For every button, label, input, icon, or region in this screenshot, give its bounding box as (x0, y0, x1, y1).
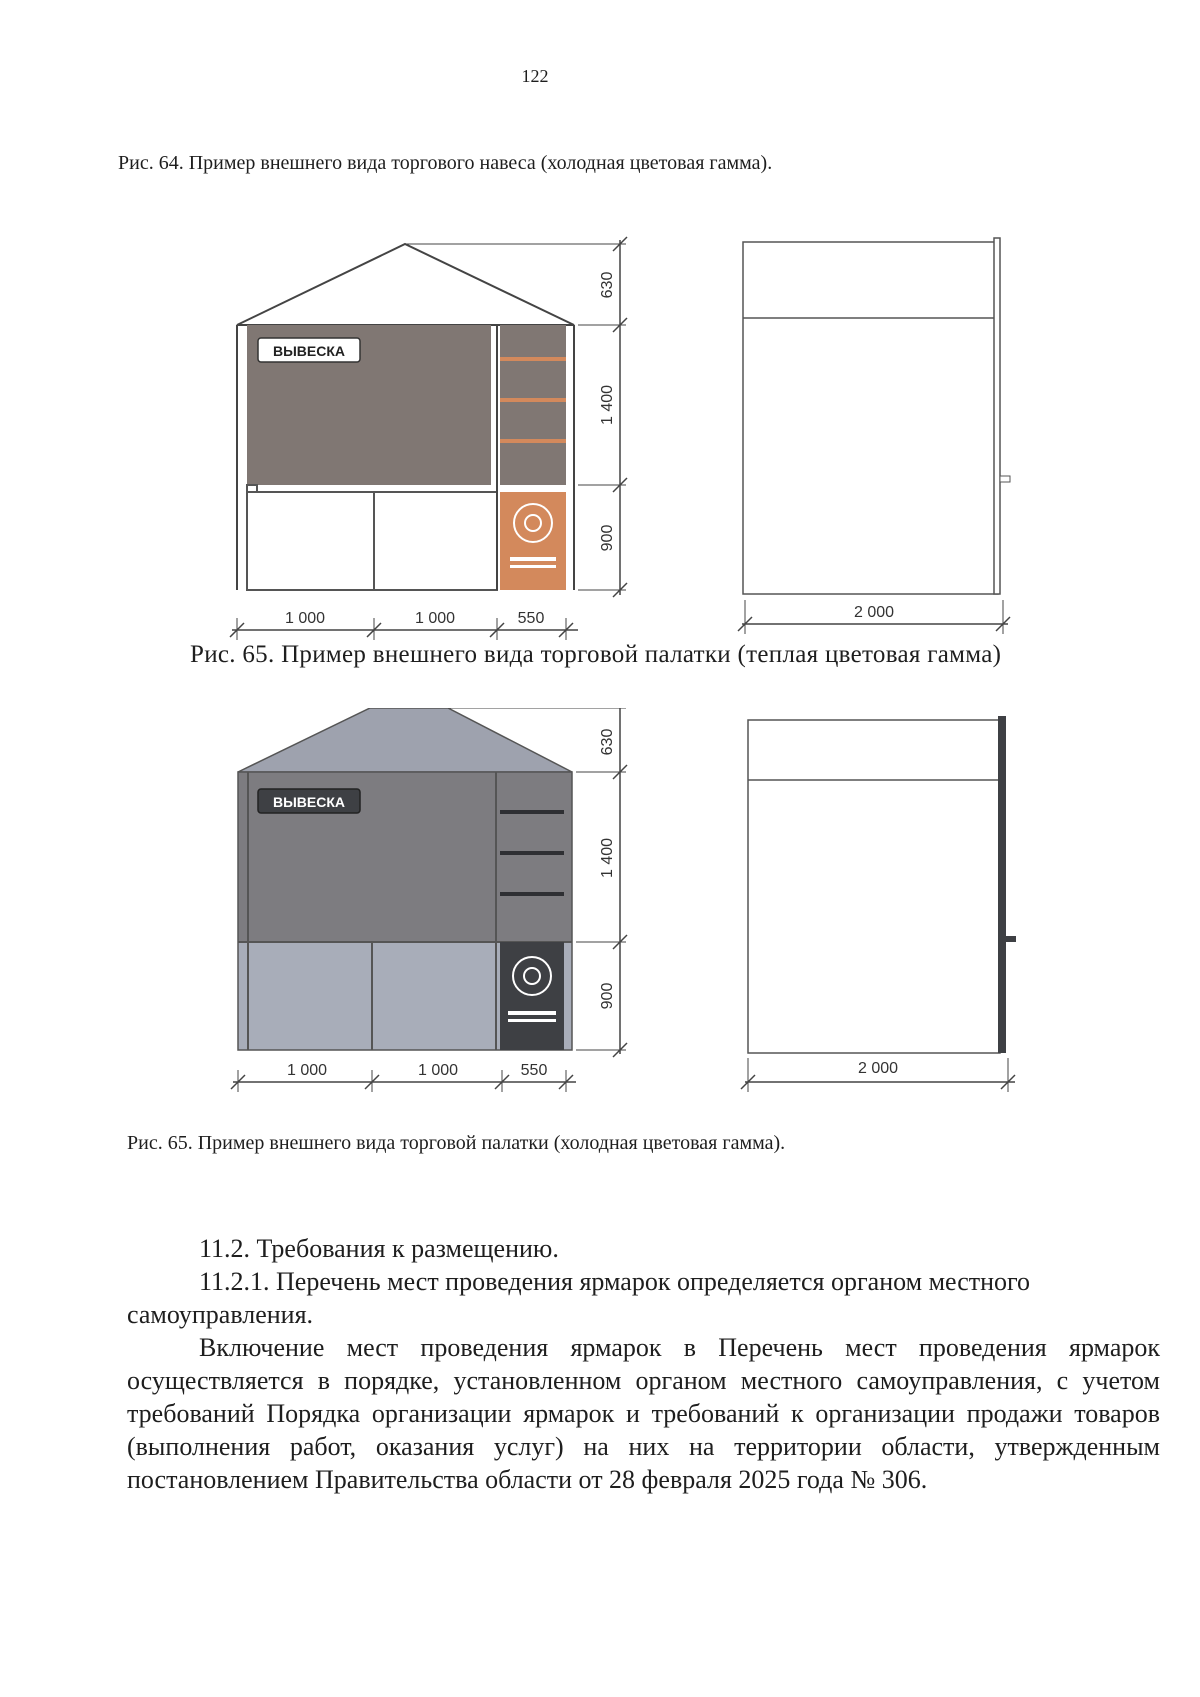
horizontal-dimensions (230, 610, 578, 640)
dim-width-1: 1 000 (286, 1062, 328, 1079)
dim-height-upper: 1 400 (599, 384, 616, 426)
figure-cold-tent (0, 708, 1200, 1100)
shelf-panel (500, 325, 566, 485)
paragraph-1: 11.2.1. Перечень мест проведения ярмарок определяется органом местного самоуправления. (127, 1267, 1031, 1329)
paragraph-2: Включение мест проведения ярмарок в Перечень мест проведения ярмарок осуществляется в порядке, установленном органом местного самоуправления, с учетом требований Порядка организации ярмарок и требований к организации продажи товаров (выполнения работ, оказания услуг) на них на территории области, утвержденным постановлением Правительства области от 28 февраля 2025 года № 306. (127, 1333, 1160, 1494)
tent-drawing-cold (0, 708, 1200, 1100)
dim-height-lower: 900 (599, 982, 616, 1010)
roof (238, 708, 572, 772)
sign-label: ВЫВЕСКА (272, 794, 346, 810)
figure-64-caption: Рис. 64. Пример внешнего вида торгового навеса (холодная цветовая гамма). (118, 152, 773, 174)
front-elevation (238, 708, 572, 1050)
tent-drawing-warm (0, 230, 1200, 650)
horizontal-dimensions (231, 1062, 576, 1092)
dim-height-roof: 630 (599, 728, 616, 756)
section-body (127, 1232, 1160, 1496)
dim-depth: 2 000 (857, 1060, 899, 1077)
dim-height-upper: 1 400 (599, 837, 616, 879)
section-heading: 11.2. Требования к размещению. (199, 1234, 559, 1263)
front-elevation (237, 244, 574, 590)
dim-width-2: 1 000 (417, 1062, 459, 1079)
counter-right (374, 492, 497, 590)
dim-width-3: 550 (520, 1062, 548, 1079)
roof-outline (237, 244, 574, 325)
counter-left (247, 492, 374, 590)
figure-65-cold-caption: Рис. 65. Пример внешнего вида торговой палатки (холодная цветовая гамма). (127, 1132, 786, 1154)
dim-width-2: 1 000 (414, 610, 456, 627)
figure-65-warm-caption: Рис. 65. Пример внешнего вида торговой палатки (теплая цветовая гамма) (190, 641, 1002, 668)
side-elevation (741, 716, 1016, 1092)
page-number: 122 (521, 66, 549, 86)
dim-depth: 2 000 (853, 604, 895, 621)
dim-height-roof: 630 (599, 271, 616, 299)
sign-label: ВЫВЕСКА (272, 343, 346, 359)
dim-width-3: 550 (517, 610, 545, 627)
dim-width-1: 1 000 (284, 610, 326, 627)
dim-height-lower: 900 (599, 524, 616, 552)
figure-warm-tent (0, 230, 1200, 650)
side-elevation (738, 238, 1010, 634)
